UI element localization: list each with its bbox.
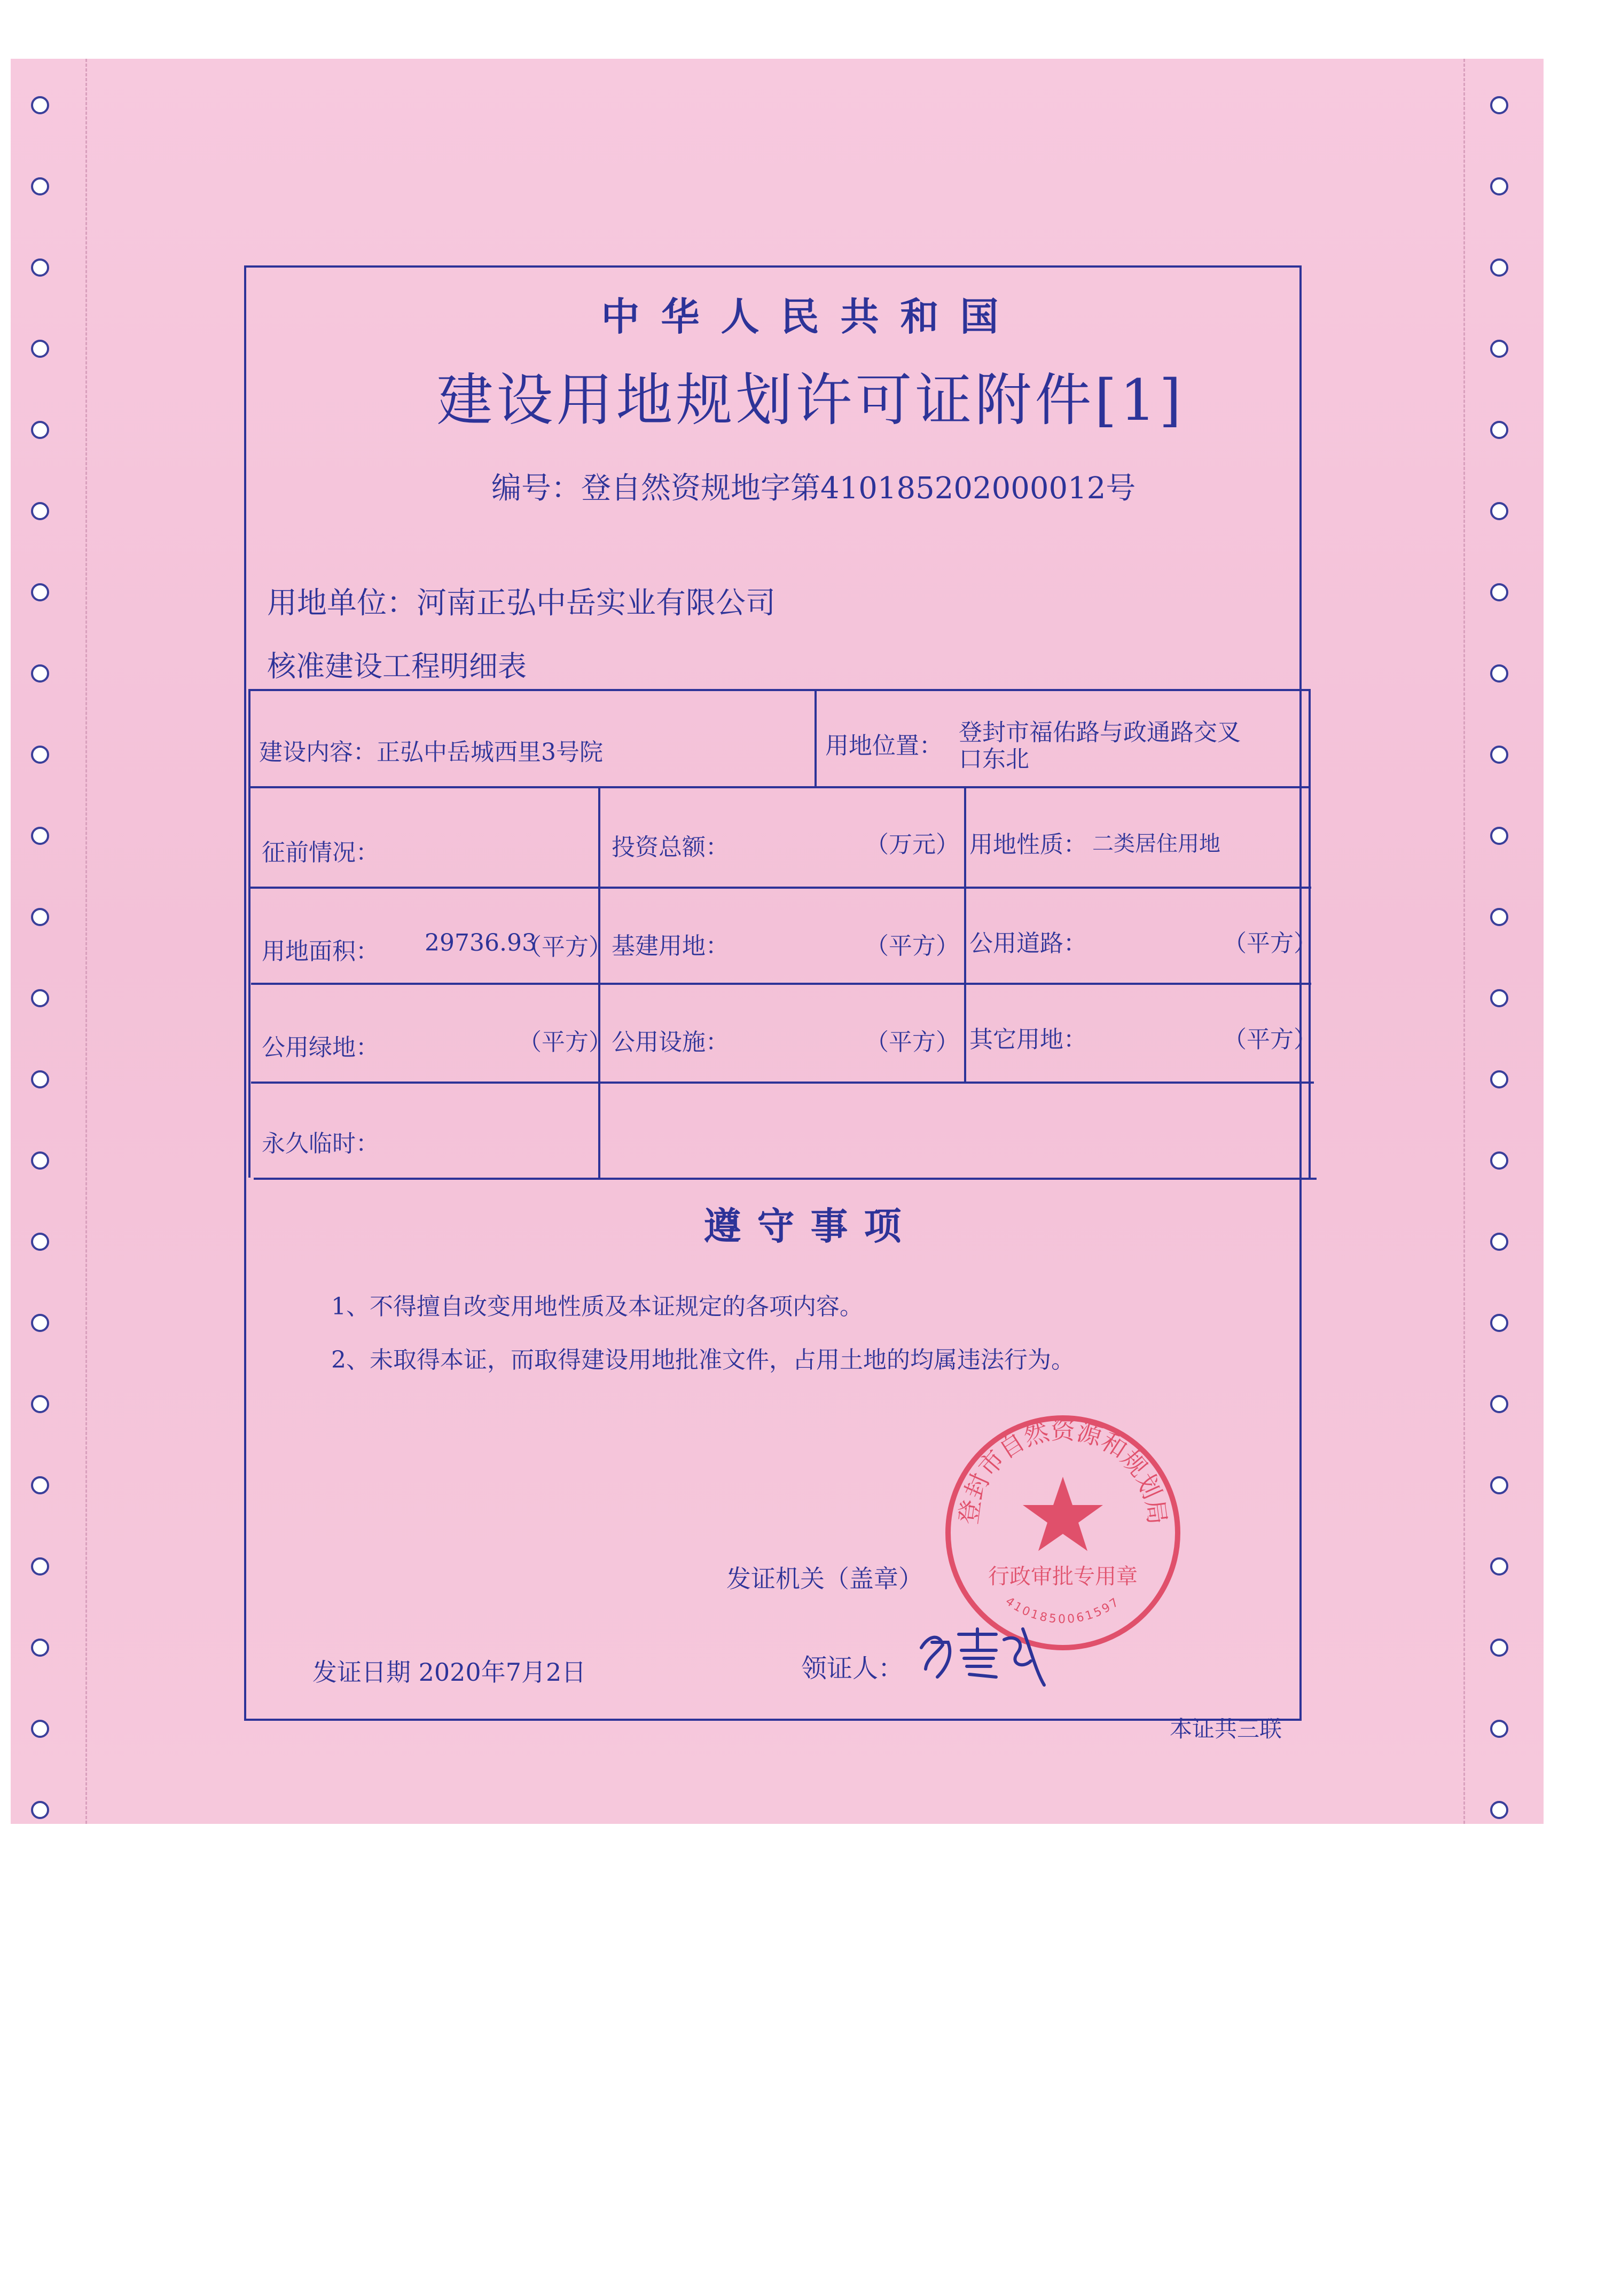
tractor-hole — [31, 1720, 49, 1738]
location-label: 用地位置： — [825, 732, 943, 759]
tractor-hole — [1490, 96, 1508, 114]
tractor-hole — [31, 1314, 49, 1332]
tractor-hole — [31, 1070, 49, 1088]
notice-rule: 1、不得擅自改变用地性质及本证规定的各项内容。 — [331, 1293, 863, 1320]
tractor-hole — [31, 1557, 49, 1576]
tractor-hole — [31, 96, 49, 114]
tractor-hole — [31, 1476, 49, 1494]
investment-unit: （万元） — [865, 831, 959, 858]
tractor-hole — [1490, 1720, 1508, 1738]
location-line-2: 口东北 — [959, 746, 1029, 773]
tractor-hole — [1490, 1639, 1508, 1657]
tractor-hole — [1490, 177, 1508, 195]
table-line — [248, 689, 1309, 691]
table-line — [251, 1082, 1314, 1084]
seal-ring-text: 登封市自然资源和规划局 — [953, 1416, 1172, 1526]
tractor-hole — [1490, 258, 1508, 277]
base-land-unit: （平方） — [865, 932, 959, 960]
facilities-label: 公用设施： — [612, 1029, 729, 1056]
land-nature-value: 二类居住用地 — [1092, 832, 1220, 856]
tractor-hole — [1490, 1395, 1508, 1413]
notice-rule: 2、未取得本证，而取得建设用地批准文件，占用土地的均属违法行为。 — [331, 1346, 1075, 1374]
tractor-hole — [1490, 502, 1508, 520]
tractor-hole — [1490, 746, 1508, 764]
tractor-hole — [1490, 989, 1508, 1007]
area-label: 用地面积： — [262, 938, 379, 965]
tractor-hole — [1490, 1801, 1508, 1819]
issue-date: 发证日期 2020年7月2日 — [312, 1658, 586, 1687]
green-land-label: 公用绿地： — [262, 1034, 379, 1061]
country-heading: 中华人民共和国 — [601, 294, 1020, 339]
area-unit: （平方） — [518, 934, 612, 961]
table-line — [964, 786, 966, 1082]
tractor-hole — [31, 502, 49, 520]
receiver-signature — [916, 1618, 1055, 1688]
tractor-hole — [1490, 664, 1508, 683]
cell-construction-content — [259, 733, 603, 767]
copies-note: 本证共三联 — [1170, 1716, 1282, 1742]
tractor-hole — [1490, 1070, 1508, 1088]
base-land-label: 基建用地： — [612, 932, 729, 960]
tractor-hole — [31, 1639, 49, 1657]
tractor-hole — [31, 746, 49, 764]
seal-star-icon — [1023, 1477, 1103, 1551]
tractor-hole — [31, 1395, 49, 1413]
tractor-hole — [31, 989, 49, 1007]
public-road-label: 公用道路： — [969, 930, 1087, 957]
tractor-hole — [1490, 1314, 1508, 1332]
table-subtitle: 核准建设工程明细表 — [267, 649, 527, 683]
notice-title: 遵守事项 — [703, 1204, 918, 1248]
tractor-hole — [1490, 1476, 1508, 1494]
facilities-unit: （平方） — [865, 1029, 959, 1056]
investment-label: 投资总额： — [612, 834, 729, 861]
applicant-line — [267, 579, 776, 622]
tractor-hole — [1490, 583, 1508, 601]
tractor-hole — [31, 583, 49, 601]
tractor-hole — [1490, 1557, 1508, 1576]
green-land-unit: （平方） — [518, 1029, 612, 1056]
applicant-label: 用地单位： — [267, 586, 417, 621]
table-line — [248, 887, 1311, 889]
issuing-authority: 发证机关（盖章） — [726, 1564, 923, 1593]
tractor-hole — [1490, 1151, 1508, 1170]
area-value: 29736.93 — [425, 929, 537, 957]
table-line — [254, 1178, 1317, 1180]
table-line — [598, 786, 600, 1178]
tractor-hole — [31, 258, 49, 277]
seal-center-text: 行政审批专用章 — [988, 1564, 1138, 1589]
other-land-unit: （平方） — [1223, 1026, 1317, 1053]
content-value: 正弘中岳城西里3号院 — [377, 739, 603, 766]
content-label: 建设内容： — [259, 739, 377, 766]
table-line — [248, 786, 1309, 788]
tractor-hole — [31, 177, 49, 195]
tractor-hole — [31, 1151, 49, 1170]
document-title: 建设用地规划许可证附件[1] — [436, 367, 1185, 433]
table-line — [251, 983, 1311, 985]
land-nature-label: 用地性质： — [969, 831, 1087, 858]
public-road-unit: （平方） — [1223, 930, 1317, 957]
other-land-label: 其它用地： — [969, 1026, 1087, 1053]
table-line — [248, 689, 250, 1178]
applicant-value: 河南正弘中岳实业有限公司 — [417, 586, 776, 621]
table-line — [815, 689, 817, 786]
permanent-temporary-label: 永久临时： — [262, 1130, 379, 1157]
serial-number: 编号：登自然资规地字第410185202000012号 — [491, 471, 1136, 506]
tractor-hole — [31, 827, 49, 845]
location-line-1: 登封市福佑路与政通路交叉 — [959, 719, 1241, 746]
receiver-label: 领证人： — [801, 1654, 904, 1683]
tractor-hole — [31, 1801, 49, 1819]
pre-acquisition-label: 征前情况： — [262, 839, 379, 866]
tractor-hole — [1490, 827, 1508, 845]
tractor-hole — [31, 664, 49, 683]
seal-code: 4101850061597 — [1003, 1594, 1123, 1626]
tractor-hole — [1490, 908, 1508, 926]
tractor-hole — [31, 908, 49, 926]
